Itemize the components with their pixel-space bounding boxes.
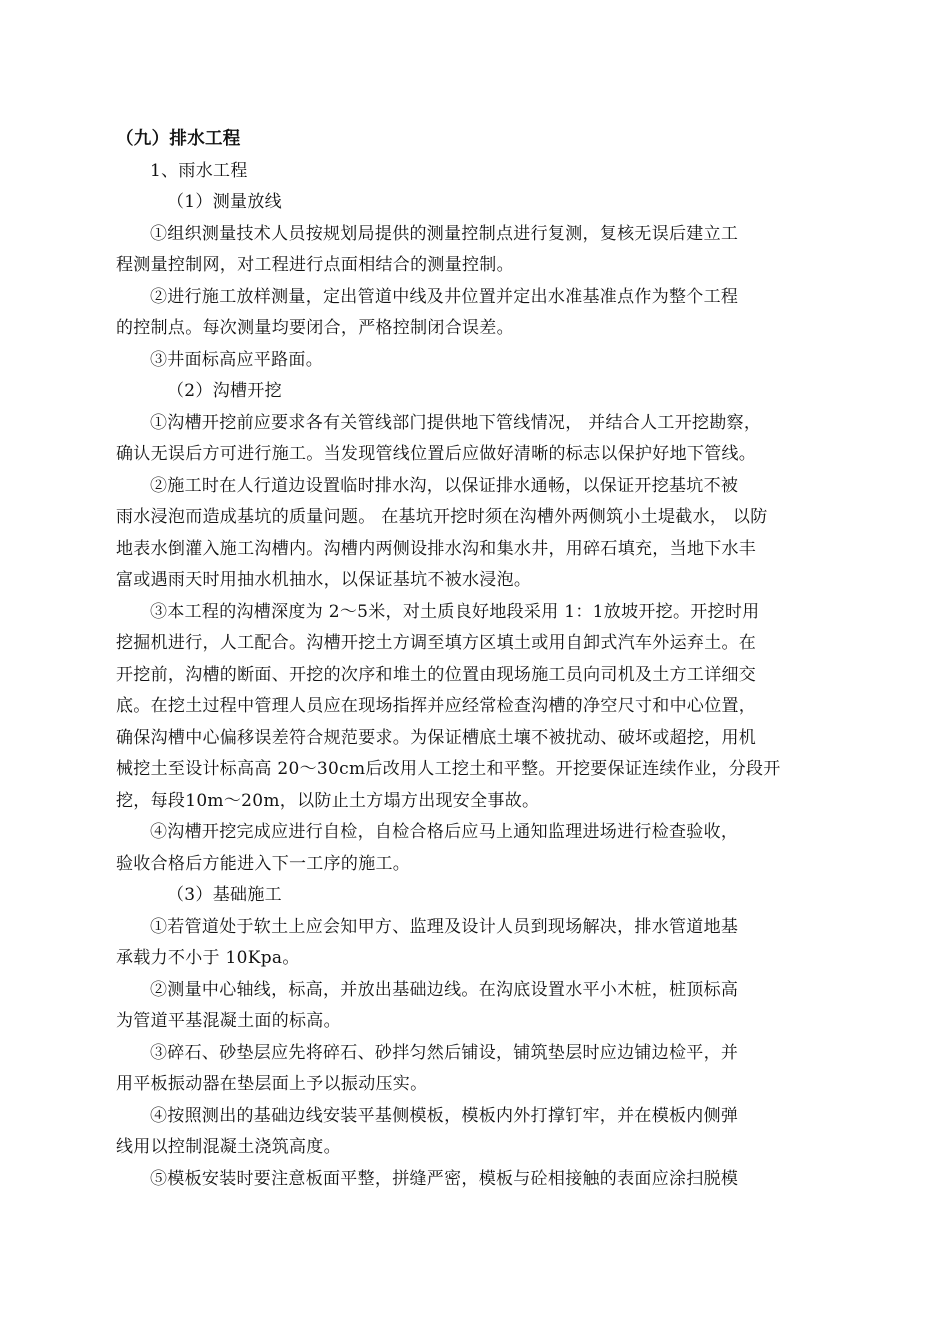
paragraph-line: 开挖前，沟槽的断面、开挖的次序和堆土的位置由现场施工员向司机及土方工详细交 xyxy=(116,664,757,685)
paragraph-line: 挖掘机进行，人工配合。沟槽开挖土方调至填方区填土或用自卸式汽车外运弃土。在 xyxy=(116,633,757,653)
paragraph-line: 底。在挖土过程中管理人员应在现场指挥并应经常检查沟槽的净空尺寸和中心位置， xyxy=(116,696,757,716)
paragraph xyxy=(116,1164,836,1196)
document-body xyxy=(116,124,836,1195)
paragraph-line: 确保沟槽中心偏移误差符合规范要求。为保证槽底土壤不被扰动、破坏或超挖，用机 xyxy=(116,727,757,748)
paragraph-line: 程测量控制网，对工程进行点面相结合的测量控制。 xyxy=(116,255,514,275)
paragraph-line: 雨水浸泡而造成基坑的质量问题。 在基坑开挖时须在沟槽外两侧筑小土堤截水， 以防 xyxy=(116,507,768,527)
paragraph-line: 的控制点。每次测量均要闭合，严格控制闭合误差。 xyxy=(116,318,514,338)
paragraph-line: ①沟槽开挖前应要求各有关管线部门提供地下管线情况， 并结合人工开挖勘察， xyxy=(150,412,762,433)
paragraph-line: 确认无误后方可进行施工。当发现管线位置后应做好清晰的标志以保护好地下管线。 xyxy=(116,444,757,464)
paragraph xyxy=(116,912,836,975)
paragraph-line: ③井面标高应平路面。 xyxy=(150,349,323,370)
paragraph xyxy=(116,817,836,880)
paragraph xyxy=(116,1101,836,1164)
paragraph xyxy=(116,471,836,597)
paragraph xyxy=(116,408,836,471)
paragraph-line: ④沟槽开挖完成应进行自检，自检合格后应马上通知监理进场进行检查验收， xyxy=(150,822,739,842)
paragraph xyxy=(116,975,836,1038)
paragraph-line: ③碎石、砂垫层应先将碎石、砂拌匀然后铺设，铺筑垫层时应边铺边检平，并 xyxy=(150,1042,739,1063)
paragraph xyxy=(116,597,836,818)
subsection-title: 1、雨水工程 xyxy=(150,160,248,181)
paragraph-line: ②测量中心轴线，标高，并放出基础边线。在沟底设置水平小木桩，桩顶标高 xyxy=(150,979,739,1000)
paragraph-line: ④按照测出的基础边线安装平基侧模板，模板内外打撑钉牢，并在模板内侧弹 xyxy=(150,1105,739,1126)
paragraph-line: 挖，每段10m～20m，以防止土方塌方出现安全事故。 xyxy=(116,790,540,811)
paragraph-line: 为管道平基混凝土面的标高。 xyxy=(116,1011,341,1031)
paragraph xyxy=(116,1038,836,1101)
paragraph-line: ①若管道处于软土上应会知甲方、监理及设计人员到现场解决，排水管道地基 xyxy=(150,916,739,937)
item-title: （3）基础施工 xyxy=(167,885,282,905)
paragraph xyxy=(116,345,836,377)
paragraph xyxy=(116,219,836,282)
paragraph-line: 富或遇雨天时用抽水机抽水，以保证基坑不被水浸泡。 xyxy=(116,570,532,590)
paragraph-line: ⑤模板安装时要注意板面平整，拼缝严密，模板与砼相接触的表面应涂扫脱模 xyxy=(150,1168,739,1189)
paragraph-line: 用平板振动器在垫层面上予以振动压实。 xyxy=(116,1074,428,1094)
paragraph-line: ③本工程的沟槽深度为 2～5米，对土质良好地段采用 1：1放坡开挖。开挖时用 xyxy=(150,601,760,622)
item-title: （2）沟槽开挖 xyxy=(167,381,282,401)
paragraph-line: 械挖土至设计标高高 20～30cm后改用人工挖土和平整。开挖要保证连续作业，分段开 xyxy=(116,759,781,779)
section-heading: （九）排水工程 xyxy=(116,129,241,149)
item-title: （1）测量放线 xyxy=(167,192,282,212)
paragraph-line: ②施工时在人行道边设置临时排水沟，以保证排水通畅，以保证开挖基坑不被 xyxy=(150,475,739,496)
paragraph-line: 验收合格后方能进入下一工序的施工。 xyxy=(116,853,411,874)
paragraph-line: ②进行施工放样测量，定出管道中线及井位置并定出水准基准点作为整个工程 xyxy=(150,286,739,307)
paragraph-line: ①组织测量技术人员按规划局提供的测量控制点进行复测，复核无误后建立工 xyxy=(150,223,739,244)
paragraph-line: 线用以控制混凝土浇筑高度。 xyxy=(116,1137,341,1157)
paragraph-line: 地表水倒灌入施工沟槽内。沟槽内两侧设排水沟和集水井，用碎石填充，当地下水丰 xyxy=(116,538,757,559)
paragraph-line: 承载力不小于 10Kpa。 xyxy=(116,948,300,968)
paragraph xyxy=(116,282,836,345)
